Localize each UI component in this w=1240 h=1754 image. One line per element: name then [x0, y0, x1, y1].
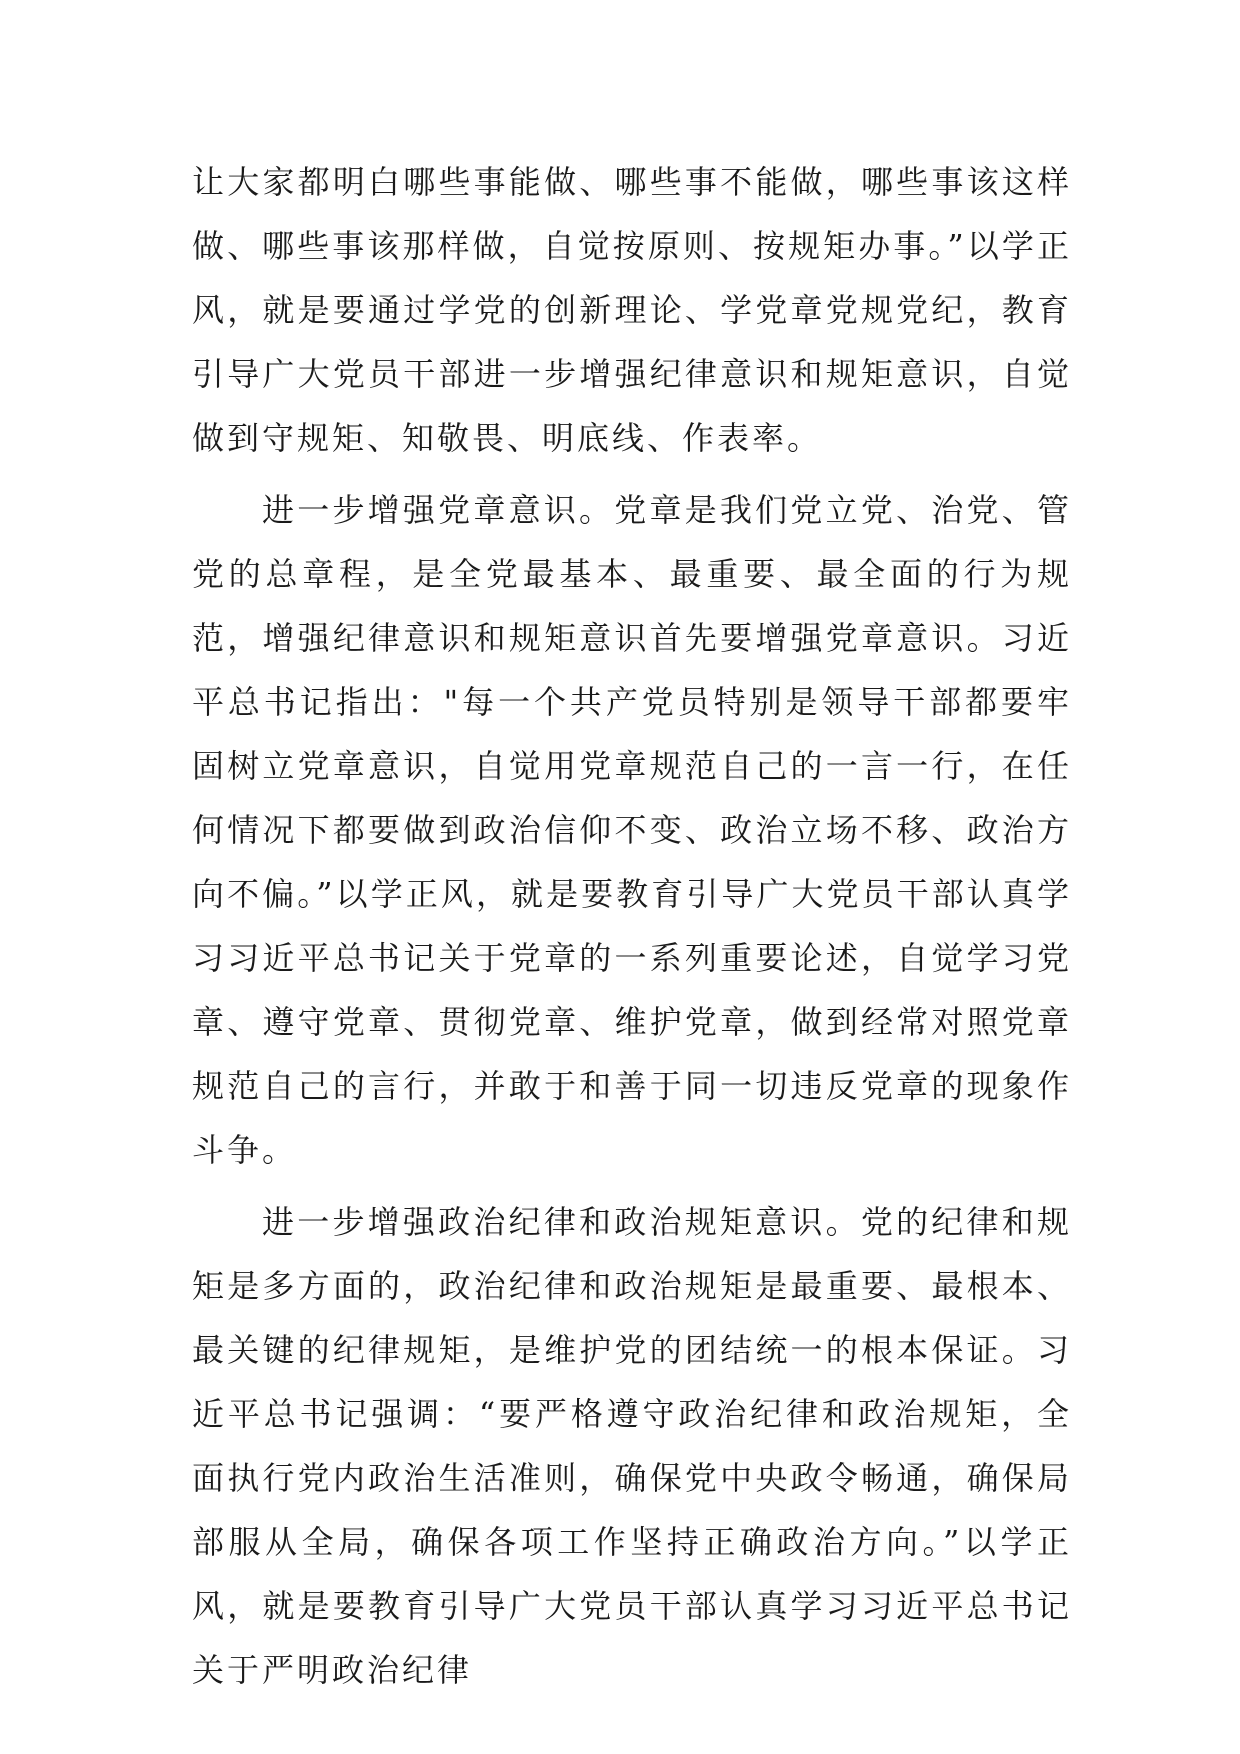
paragraph-3: 进一步增强政治纪律和政治规矩意识。党的纪律和规矩是多方面的，政治纪律和政治规矩是最重要、最根本、最关键的纪律规矩，是维护党的团结统一的根本保证。习近平总书记强调：“要严格遵守政治纪律和政治规矩，全面执行党内政治生活准则，确保党中央政令畅通，确保局部服从全局，确保各项工作坚持正确政治方向。”以学正风，就是要教育引导广大党员干部认真学习习近平总书记关于严明政治纪律 [192, 1203, 1072, 1689]
paragraph-1: 让大家都明白哪些事能做、哪些事不能做，哪些事该这样做、哪些事该那样做，自觉按原则、按规矩办事。”以学正风，就是要通过学党的创新理论、学党章党规党纪，教育引导广大党员干部进一步增强纪律意识和规矩意识，自觉做到守规矩、知敬畏、明底线、作表率。 [192, 163, 1072, 457]
paragraph-2: 进一步增强党章意识。党章是我们党立党、治党、管党的总章程，是全党最基本、最重要、最全面的行为规范，增强纪律意识和规矩意识首先要增强党章意识。习近平总书记指出："每一个共产党员特别是领导干部都要牢固树立党章意识，自觉用党章规范自己的一言一行，在任何情况下都要做到政治信仰不变、政治立场不移、政治方向不偏。”以学正风，就是要教育引导广大党员干部认真学习习近平总书记关于党章的一系列重要论述，自觉学习党章、遵守党章、贯彻党章、维护党章，做到经常对照党章规范自己的言行，并敢于和善于同一切违反党章的现象作斗争。 [192, 491, 1072, 1169]
document-body [192, 150, 1072, 1702]
